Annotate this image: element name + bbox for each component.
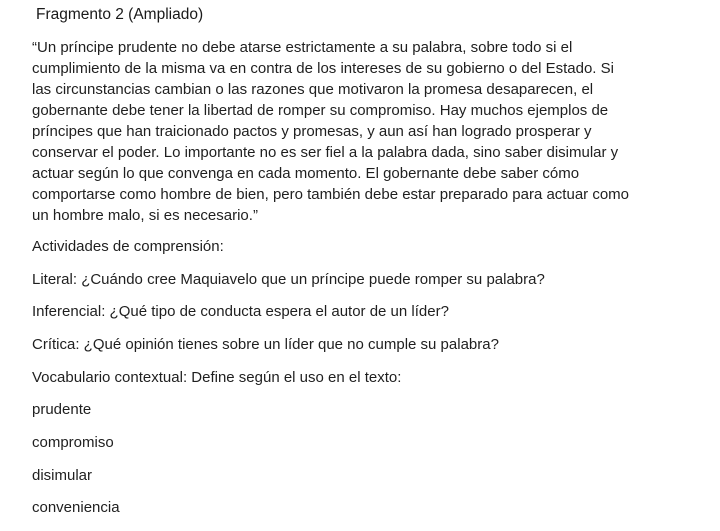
- quote-paragraph: [32, 37, 682, 226]
- vocab-word-conveniencia: conveniencia: [32, 499, 120, 516]
- quote-line: comportarse como hombre de bien, pero también debe estar preparado para actuar como: [32, 186, 630, 203]
- quote-line: conservar el poder. Lo importante no es ser fiel a la palabra dada, sino saber disimular y: [32, 144, 619, 161]
- vocab-word-prudente: prudente: [32, 401, 92, 418]
- quote-line: gobernante debe tener la libertad de romper su compromiso. Hay muchos ejemplos de: [32, 102, 609, 119]
- quote-line: cumplimiento de la misma va en contra de los intereses de su gobierno o del Estado. Si: [32, 60, 614, 77]
- activities-heading: Actividades de comprensión:: [32, 238, 224, 255]
- question-literal: Literal: ¿Cuándo cree Maquiavelo que un príncipe puede romper su palabra?: [32, 271, 545, 288]
- question-inferencial: Inferencial: ¿Qué tipo de conducta espera el autor de un líder?: [32, 303, 449, 320]
- question-critica: Crítica: ¿Qué opinión tienes sobre un líder que no cumple su palabra?: [32, 336, 499, 353]
- quote-line: príncipes que han traicionado pactos y promesas, y aun así han logrado prosperar y: [32, 123, 592, 140]
- vocab-word-compromiso: compromiso: [32, 434, 114, 451]
- vocab-word-disimular: disimular: [32, 467, 93, 484]
- question-vocabulario: Vocabulario contextual: Define según el uso en el texto:: [32, 369, 402, 386]
- quote-line: las circunstancias cambian o las razones que motivaron la promesa desaparecen, el: [32, 81, 594, 98]
- fragment-title: Fragmento 2 (Ampliado): [36, 6, 204, 23]
- quote-line: un hombre malo, si es necesario.”: [32, 207, 258, 224]
- quote-line: “Un príncipe prudente no debe atarse estrictamente a su palabra, sobre todo si el: [32, 39, 573, 56]
- quote-line: actuar según lo que convenga en cada momento. El gobernante debe saber cómo: [32, 165, 580, 182]
